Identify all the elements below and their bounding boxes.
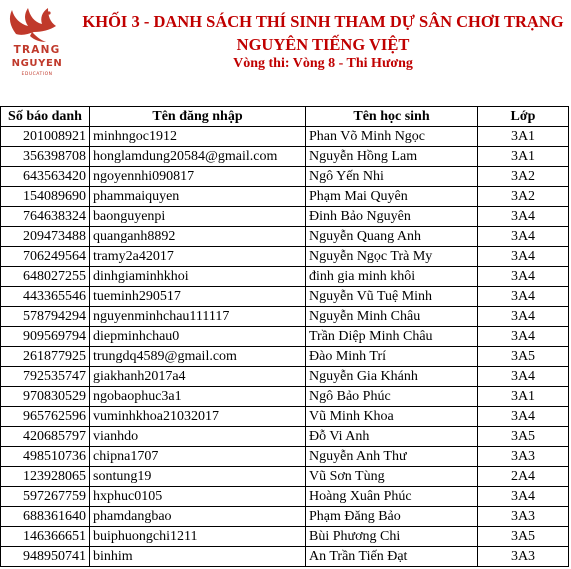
table-row bbox=[1, 267, 569, 287]
cell-class: 3A3 bbox=[478, 507, 569, 527]
cell-student-id: 261877925 bbox=[1, 347, 90, 367]
cell-class: 2A4 bbox=[478, 467, 569, 487]
table-header-row bbox=[1, 107, 569, 127]
cell-student-id: 578794294 bbox=[1, 307, 90, 327]
cell-username: chipna1707 bbox=[90, 447, 306, 467]
cell-student-name: An Trần Tiến Đạt bbox=[306, 547, 478, 567]
cell-username: sontung19 bbox=[90, 467, 306, 487]
cell-student-id: 123928065 bbox=[1, 467, 90, 487]
document-header bbox=[0, 0, 571, 104]
cell-student-id: 443365546 bbox=[1, 287, 90, 307]
cell-username: tramy2a42017 bbox=[90, 247, 306, 267]
logo-wordmark-top: TRANG bbox=[13, 44, 61, 56]
cell-class: 3A3 bbox=[478, 447, 569, 467]
cell-username: diepminhchau0 bbox=[90, 327, 306, 347]
cell-class: 3A4 bbox=[478, 327, 569, 347]
cell-username: nguyenminhchau111117 bbox=[90, 307, 306, 327]
cell-student-id: 965762596 bbox=[1, 407, 90, 427]
table-row bbox=[1, 327, 569, 347]
table-row bbox=[1, 447, 569, 467]
cell-class: 3A4 bbox=[478, 267, 569, 287]
cell-username: binhim bbox=[90, 547, 306, 567]
cell-student-name: Nguyễn Ngọc Trà My bbox=[306, 247, 478, 267]
cell-username: vuminhkhoa21032017 bbox=[90, 407, 306, 427]
cell-student-name: Nguyễn Hồng Lam bbox=[306, 147, 478, 167]
cell-student-name: Phạm Đăng Bảo bbox=[306, 507, 478, 527]
cell-student-name: Nguyễn Anh Thư bbox=[306, 447, 478, 467]
cell-student-name: Nguyễn Vũ Tuệ Minh bbox=[306, 287, 478, 307]
cell-class: 3A5 bbox=[478, 347, 569, 367]
trang-nguyen-logo bbox=[2, 4, 68, 84]
cell-student-name: Phan Võ Minh Ngọc bbox=[306, 127, 478, 147]
cell-username: vianhdo bbox=[90, 427, 306, 447]
column-header-id: Số báo danh bbox=[1, 107, 90, 127]
cell-student-id: 948950741 bbox=[1, 547, 90, 567]
cell-class: 3A4 bbox=[478, 207, 569, 227]
cell-username: dinhgiaminhkhoi bbox=[90, 267, 306, 287]
cell-class: 3A1 bbox=[478, 147, 569, 167]
cell-student-name: Nguyễn Quang Anh bbox=[306, 227, 478, 247]
table-row bbox=[1, 347, 569, 367]
cell-student-id: 209473488 bbox=[1, 227, 90, 247]
cell-class: 3A4 bbox=[478, 227, 569, 247]
cell-username: ngoyennhi090817 bbox=[90, 167, 306, 187]
table-row bbox=[1, 487, 569, 507]
cell-class: 3A5 bbox=[478, 427, 569, 447]
cell-username: hxphuc0105 bbox=[90, 487, 306, 507]
cell-student-id: 688361640 bbox=[1, 507, 90, 527]
table-row bbox=[1, 467, 569, 487]
table-row bbox=[1, 527, 569, 547]
table-row bbox=[1, 287, 569, 307]
student-roster-table bbox=[0, 106, 569, 567]
cell-class: 3A4 bbox=[478, 247, 569, 267]
table-row bbox=[1, 367, 569, 387]
cell-student-id: 146366651 bbox=[1, 527, 90, 547]
cell-student-name: Nguyễn Gia Khánh bbox=[306, 367, 478, 387]
table-body bbox=[1, 127, 569, 567]
cell-class: 3A4 bbox=[478, 487, 569, 507]
round-subtitle: Vòng thi: Vòng 8 - Thi Hương bbox=[233, 56, 413, 71]
cell-username: baonguyenpi bbox=[90, 207, 306, 227]
cell-class: 3A1 bbox=[478, 387, 569, 407]
table-row bbox=[1, 307, 569, 327]
cell-username: giakhanh2017a4 bbox=[90, 367, 306, 387]
cell-username: buiphuongchi1211 bbox=[90, 527, 306, 547]
table-row bbox=[1, 247, 569, 267]
cell-student-id: 970830529 bbox=[1, 387, 90, 407]
phoenix-icon bbox=[2, 4, 68, 44]
cell-class: 3A2 bbox=[478, 187, 569, 207]
cell-username: ngobaophuc3a1 bbox=[90, 387, 306, 407]
cell-username: trungdq4589@gmail.com bbox=[90, 347, 306, 367]
table-row bbox=[1, 187, 569, 207]
cell-class: 3A4 bbox=[478, 307, 569, 327]
cell-student-name: Đinh Bảo Nguyên bbox=[306, 207, 478, 227]
cell-student-id: 909569794 bbox=[1, 327, 90, 347]
cell-student-name: Trần Diệp Minh Châu bbox=[306, 327, 478, 347]
logo-tagline: EDUCATION bbox=[21, 72, 53, 77]
cell-student-name: đinh gia minh khôi bbox=[306, 267, 478, 287]
table-row bbox=[1, 387, 569, 407]
cell-class: 3A2 bbox=[478, 167, 569, 187]
table-row bbox=[1, 167, 569, 187]
table-row bbox=[1, 427, 569, 447]
cell-student-id: 420685797 bbox=[1, 427, 90, 447]
column-header-student-name: Tên học sinh bbox=[306, 107, 478, 127]
cell-student-name: Ngô Bảo Phúc bbox=[306, 387, 478, 407]
table-row bbox=[1, 207, 569, 227]
cell-student-id: 356398708 bbox=[1, 147, 90, 167]
cell-student-name: Vũ Sơn Tùng bbox=[306, 467, 478, 487]
page-title-line-2: NGUYÊN TIẾNG VIỆT bbox=[236, 35, 410, 54]
cell-student-id: 764638324 bbox=[1, 207, 90, 227]
cell-student-name: Ngô Yến Nhi bbox=[306, 167, 478, 187]
cell-username: minhngoc1912 bbox=[90, 127, 306, 147]
cell-class: 3A4 bbox=[478, 367, 569, 387]
cell-student-id: 201008921 bbox=[1, 127, 90, 147]
cell-username: phammaiquyen bbox=[90, 187, 306, 207]
page-title-line-1: KHỐI 3 - DANH SÁCH THÍ SINH THAM DỰ SÂN CHƠI TRẠNG bbox=[82, 12, 564, 31]
cell-class: 3A4 bbox=[478, 287, 569, 307]
column-header-class: Lớp bbox=[478, 107, 569, 127]
logo-wordmark-bottom: NGUYEN bbox=[11, 58, 63, 69]
cell-student-id: 706249564 bbox=[1, 247, 90, 267]
cell-student-id: 643563420 bbox=[1, 167, 90, 187]
cell-student-name: Phạm Mai Quyên bbox=[306, 187, 478, 207]
cell-student-id: 154089690 bbox=[1, 187, 90, 207]
cell-class: 3A4 bbox=[478, 407, 569, 427]
cell-class: 3A3 bbox=[478, 547, 569, 567]
table-row bbox=[1, 407, 569, 427]
column-header-username: Tên đăng nhập bbox=[90, 107, 306, 127]
cell-student-name: Đỗ Vi Anh bbox=[306, 427, 478, 447]
cell-student-id: 597267759 bbox=[1, 487, 90, 507]
table-row bbox=[1, 227, 569, 247]
cell-student-name: Hoàng Xuân Phúc bbox=[306, 487, 478, 507]
table-row bbox=[1, 507, 569, 527]
cell-student-name: Đào Minh Trí bbox=[306, 347, 478, 367]
cell-student-id: 792535747 bbox=[1, 367, 90, 387]
cell-username: honglamdung20584@gmail.com bbox=[90, 147, 306, 167]
cell-student-name: Vũ Minh Khoa bbox=[306, 407, 478, 427]
cell-username: quanganh8892 bbox=[90, 227, 306, 247]
cell-student-id: 498510736 bbox=[1, 447, 90, 467]
cell-class: 3A1 bbox=[478, 127, 569, 147]
cell-username: phamdangbao bbox=[90, 507, 306, 527]
table-row bbox=[1, 127, 569, 147]
cell-student-name: Bùi Phương Chi bbox=[306, 527, 478, 547]
cell-student-id: 648027255 bbox=[1, 267, 90, 287]
cell-username: tueminh290517 bbox=[90, 287, 306, 307]
table-row bbox=[1, 547, 569, 567]
cell-class: 3A5 bbox=[478, 527, 569, 547]
cell-student-name: Nguyễn Minh Châu bbox=[306, 307, 478, 327]
table-row bbox=[1, 147, 569, 167]
